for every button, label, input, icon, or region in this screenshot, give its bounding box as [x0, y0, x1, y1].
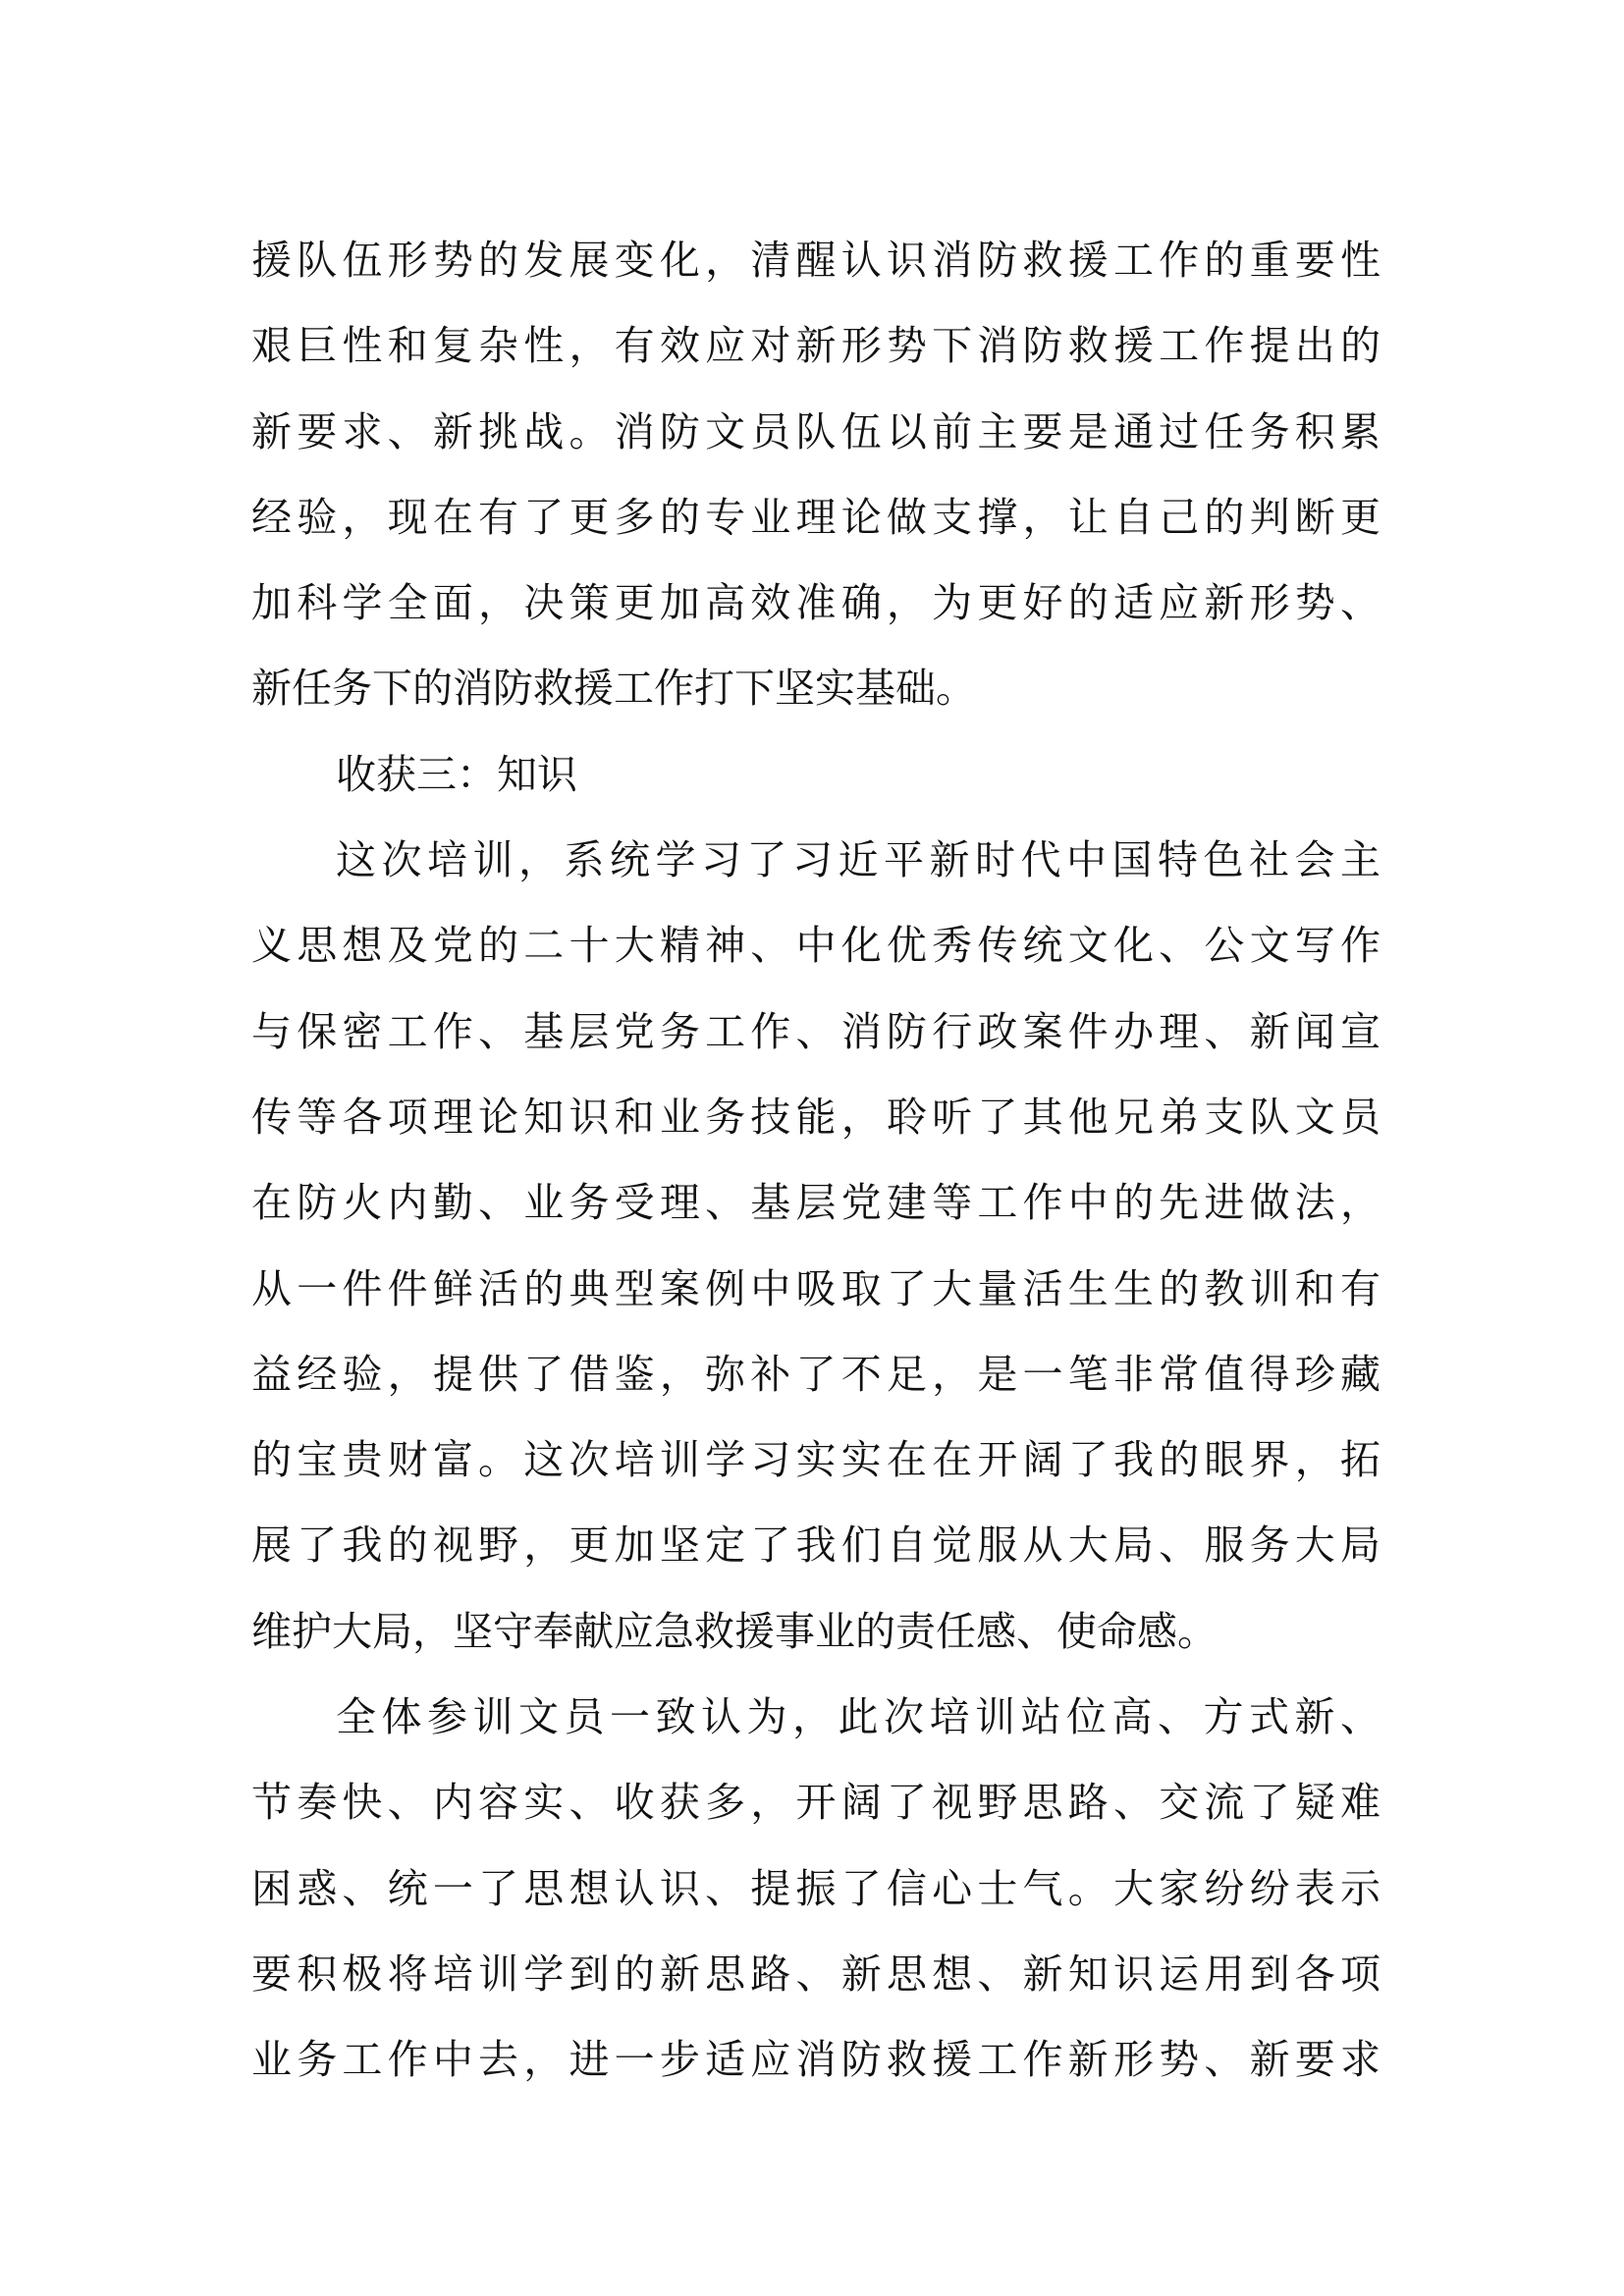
text-line: 益经验，提供了借鉴，弥补了不足，是一笔非常值得珍藏 — [251, 1350, 1380, 1398]
text-line: 经验，现在有了更多的专业理论做支撑，让自己的判断更 — [251, 493, 1380, 541]
text-line: 展了我的视野，更加坚定了我们自觉服从大局、服务大局 — [251, 1522, 1380, 1570]
text-line: 维护大局，坚守奉献应急救援事业的责任感、使命感。 — [251, 1607, 1218, 1655]
text-line: 加科学全面，决策更加高效准确，为更好的适应新形势、 — [251, 579, 1380, 627]
text-line: 义思想及党的二十大精神、中化优秀传统文化、公文写作 — [251, 922, 1380, 970]
text-line: 传等各项理论知识和业务技能，聆听了其他兄弟支队文员 — [251, 1093, 1380, 1141]
document-body — [251, 218, 1380, 2104]
text-line: 在防火内勤、业务受理、基层党建等工作中的先进做法， — [251, 1179, 1380, 1227]
text-line: 从一件件鲜活的典型案例中吸取了大量活生生的教训和有 — [251, 1264, 1380, 1312]
text-line: 全体参训文员一致认为，此次培训站位高、方式新、 — [336, 1693, 1380, 1741]
paragraph-continued — [251, 218, 1380, 732]
text-line: 新要求、新挑战。消防文员队伍以前主要是通过任务积累 — [251, 407, 1380, 455]
text-line: 这次培训，系统学习了习近平新时代中国特色社会主 — [336, 836, 1380, 884]
text-line: 节奏快、内容实、收获多，开阔了视野思路、交流了疑难 — [251, 1779, 1380, 1827]
text-line: 新任务下的消防救援工作打下坚实基础。 — [251, 665, 976, 713]
text-line: 艰巨性和复杂性，有效应对新形势下消防救援工作提出的 — [251, 322, 1380, 370]
section-heading: 收获三：知识 — [336, 750, 577, 798]
paragraph-consensus — [251, 1675, 1380, 2103]
paragraph-knowledge — [251, 818, 1380, 1675]
text-line: 要积极将培训学到的新思路、新思想、新知识运用到各项 — [251, 1949, 1380, 1998]
text-line: 援队伍形势的发展变化，清醒认识消防救援工作的重要性 — [251, 237, 1380, 284]
text-line: 业务工作中去，进一步适应消防救援工作新形势、新要求 — [251, 2036, 1380, 2084]
text-line: 与保密工作、基层党务工作、消防行政案件办理、新闻宣 — [251, 1007, 1380, 1055]
text-line: 困惑、统一了思想认识、提振了信心士气。大家纷纷表示 — [251, 1864, 1380, 1912]
text-line: 的宝贵财富。这次培训学习实实在在开阔了我的眼界，拓 — [251, 1436, 1380, 1484]
